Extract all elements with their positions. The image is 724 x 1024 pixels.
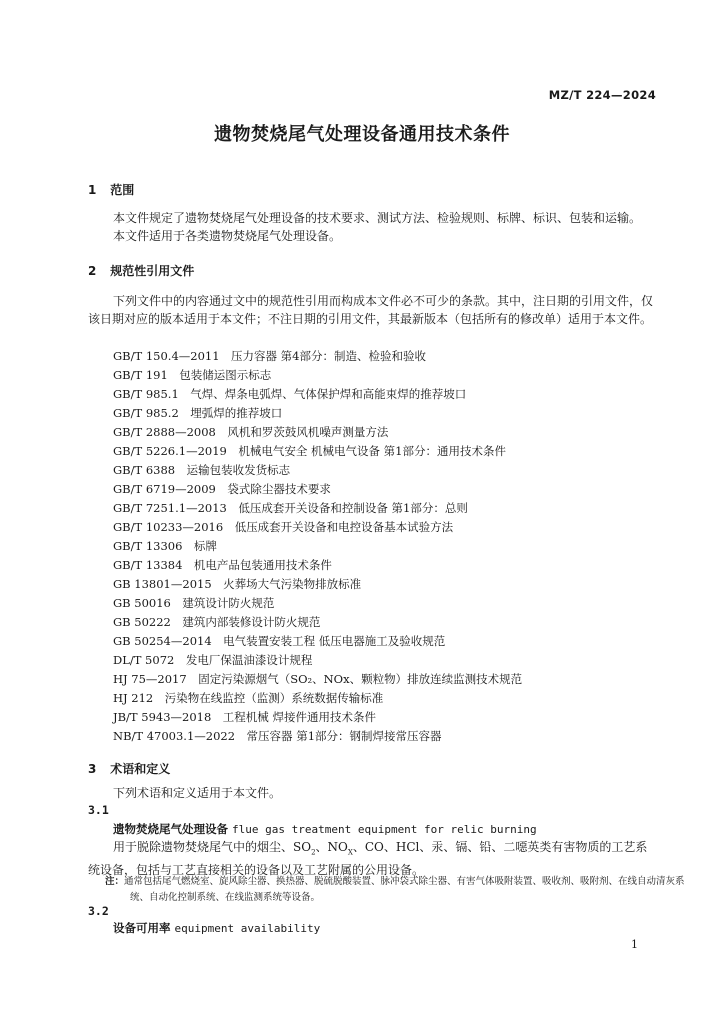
section-2-number: 2: [88, 264, 97, 278]
reference-item: GB/T 10233—2016 低压成套开关设备和电控设备基本试验方法: [113, 520, 454, 534]
section-3-heading: [88, 760, 170, 777]
term-3-1-zh: 遗物焚烧尾气处理设备: [113, 822, 228, 836]
section-1-paragraph-2: 本文件适用于各类遗物焚烧尾气处理设备。: [113, 229, 342, 243]
section-1-paragraph-1: 本文件规定了遗物焚烧尾气处理设备的技术要求、测试方法、检验规则、标牌、标识、包装和运输。: [113, 211, 642, 225]
section-3-intro: 下列术语和定义适用于本文件。: [113, 786, 282, 800]
page-number: 1: [631, 938, 638, 951]
section-2-title: 规范性引用文件: [110, 264, 195, 278]
reference-item: GB/T 985.2 埋弧焊的推荐坡口: [113, 406, 283, 420]
document-title: 遗物焚烧尾气处理设备通用技术条件: [214, 124, 510, 145]
reference-item: GB 50222 建筑内部装修设计防火规范: [113, 615, 321, 629]
term-3-2-number: 3.2: [88, 904, 109, 918]
definition-text: 用于脱除遗物焚烧尾气中的烟尘、SO: [113, 840, 312, 854]
reference-item: HJ 212 污染物在线监控（监测）系统数据传输标准: [113, 691, 384, 705]
note-text: 通常包括尾气燃烧室、旋风除尘器、换热器、脱硫脱酸装置、脉冲袋式除尘器、有害气体吸附装置、吸收剂、吸附剂、在线自动清灰系统、自动化控制系统、在线监测系统等设备。: [124, 876, 685, 903]
term-3-2-zh: 设备可用率: [113, 921, 171, 935]
note-label: 注：: [105, 876, 125, 887]
section-1-heading: [88, 181, 134, 198]
term-3-1-heading: [113, 821, 537, 837]
reference-item: NB/T 47003.1—2022 常压容器 第1部分：钢制焊接常压容器: [113, 729, 442, 743]
term-3-1-number: 3.1: [88, 803, 109, 817]
reference-item: DL/T 5072 发电厂保温油漆设计规程: [113, 653, 313, 667]
reference-item: GB/T 6388 运输包装收发货标志: [113, 463, 291, 477]
subscript: 2: [311, 848, 316, 857]
reference-item: GB 13801—2015 火葬场大气污染物排放标准: [113, 577, 362, 591]
section-3-number: 3: [88, 762, 97, 776]
reference-item: GB/T 191 包装储运图示标志: [113, 368, 272, 382]
reference-item: GB/T 2888—2008 风机和罗茨鼓风机噪声测量方法: [113, 425, 389, 439]
reference-item: GB/T 6719—2009 袋式除尘器技术要求: [113, 482, 331, 496]
section-2-heading: [88, 262, 194, 279]
reference-item: GB 50254—2014 电气装置安装工程 低压电器施工及验收规范: [113, 634, 446, 648]
term-3-2-en: equipment availability: [174, 922, 321, 935]
reference-item: GB/T 13306 标牌: [113, 539, 217, 553]
reference-item: GB/T 7251.1—2013 低压成套开关设备和控制设备 第1部分：总则: [113, 501, 468, 515]
section-3-title: 术语和定义: [110, 762, 171, 776]
definition-text: 、NO: [315, 840, 348, 854]
reference-item: JB/T 5943—2018 工程机械 焊接件通用技术条件: [113, 710, 376, 724]
section-1-title: 范围: [110, 183, 135, 197]
reference-item: GB/T 5226.1—2019 机械电气安全 机械电气设备 第1部分：通用技术条件: [113, 444, 506, 458]
reference-item: GB/T 13384 机电产品包装通用技术条件: [113, 558, 332, 572]
section-2-intro: 下列文件中的内容通过文中的规范性引用而构成本文件必不可少的条款。其中，注日期的引用文件，仅该日期对应的版本适用于本文件；不注日期的引用文件，其最新版本（包括所有的修改单）适用于本文件。: [88, 294, 654, 326]
term-3-2-heading: [113, 920, 320, 936]
definition-text: 、CO、HCl、汞、镉、铅、二噁英类有害物质的工艺系统设备，包括与工艺直接相关的设备以及工艺附属的公用设备。: [88, 840, 648, 878]
subscript: X: [347, 848, 353, 857]
term-3-1-en: flue gas treatment equipment for relic burning: [232, 823, 537, 836]
reference-item: GB 50016 建筑设计防火规范: [113, 596, 275, 610]
section-1-number: 1: [88, 183, 97, 197]
reference-item: HJ 75—2017 固定污染源烟气（SO₂、NOx、颗粒物）排放连续监测技术规范: [113, 672, 523, 686]
reference-item: GB/T 985.1 气焊、焊条电弧焊、气体保护焊和高能束焊的推荐坡口: [113, 387, 467, 401]
term-3-1-note: [105, 874, 685, 906]
standard-code: MZ/T 224—2024: [548, 88, 656, 102]
reference-item: GB/T 150.4—2011 压力容器 第4部分：制造、检验和验收: [113, 349, 426, 363]
